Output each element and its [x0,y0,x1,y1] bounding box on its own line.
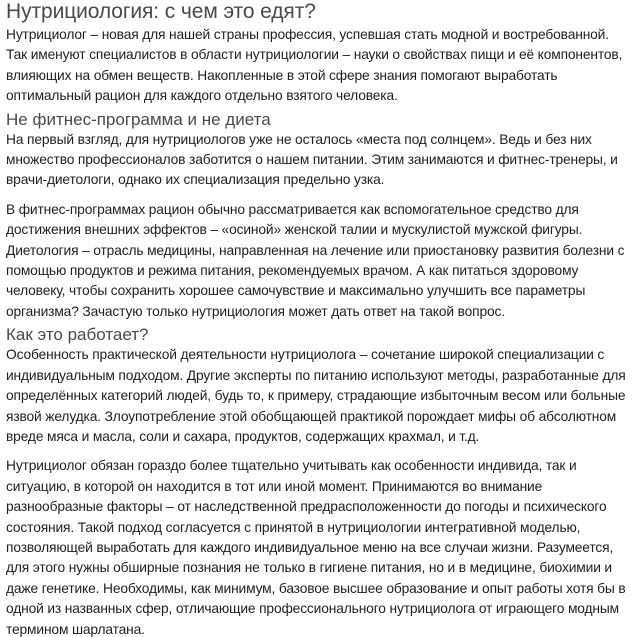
section1-paragraph-1: На первый взгляд, для нутрициологов уже не осталось «места под солнцем». Ведь и без них множество профессионалов заботится о нашем питании. Этим занимаются и фитнес-тренеры, и врачи-диетологи, однако их специализация предельно узка. [6,131,618,188]
intro-paragraph: Нутрициолог – новая для нашей страны профессия, успевшая стать модной и востребованной. Так именуют специалистов в области нутрициологии – науки о свойствах пищи и её компонентов, влияющих на обмен веществ. Накопленные в этой сфере знания помогают выработать оптимальный рацион для каждого отдельно взятого человека. [6,27,623,104]
section-heading-how-it-works: Как это работает? [6,325,149,345]
section-heading-fitness: Не фитнес-программа и не диета [6,109,271,129]
paragraph-gap [6,191,629,200]
section2-paragraph-1: Особенность практической деятельности нутрициолога – сочетание широкой специализации с индивидуальным подходом. Другие эксперты по питанию используют методы, разработанные для определённых категорий людей, будь то, к примеру, страдающие избыточным весом или больные язвой желудка. Злоупотребление этой обобщающей практикой порождает мифы об абсолютном вреде мяса и масла, соли и сахара, продуктов, содержащих крахмал, и т.д. [6,347,626,444]
paragraph-gap [6,447,629,456]
article-title: Нутрициология: с чем это едят? [6,0,316,23]
section1-paragraph-2: В фитнес-программах рацион обычно рассматривается как вспомогательное средство для достижения внешних эффектов – «осиной» женской талии и мускулистой мужской фигуры. Диетология – отрасль медицины, направленная на лечение или приостановку развития болезни с помощью продуктов и режима питания, рекомендуемых врачом. А как питаться здоровому человеку, чтобы сохранить хорошее самочувствие и максимально улучшить все параметры организма? Зачастую только нутрициология может дать ответ на такой вопрос. [6,201,625,319]
section2-paragraph-2: Нутрициолог обязан гораздо более тщательно учитывать как особенности индивида, так и ситуацию, в которой он находится в тот или иной момент. Принимаются во внимание разнообразные факторы – от наследственной предрасположенности до погоды и психического состояния. Такой подход согласуется с принятой в нутрициологии интегративной моделью, позволяющей выработать для каждого индивидуальное меню на все случаи жизни. Разумеется, для этого нужны обширные познания не только в гигиене питания, но и в медицине, биохимии и даже генетике. Необходимы, как минимум, базовое высшее образование и опыт работы хотя бы в одной из названных сфер, отличающие профессионального нутрициолога от играющего модным термином шарлатана. [6,458,626,637]
